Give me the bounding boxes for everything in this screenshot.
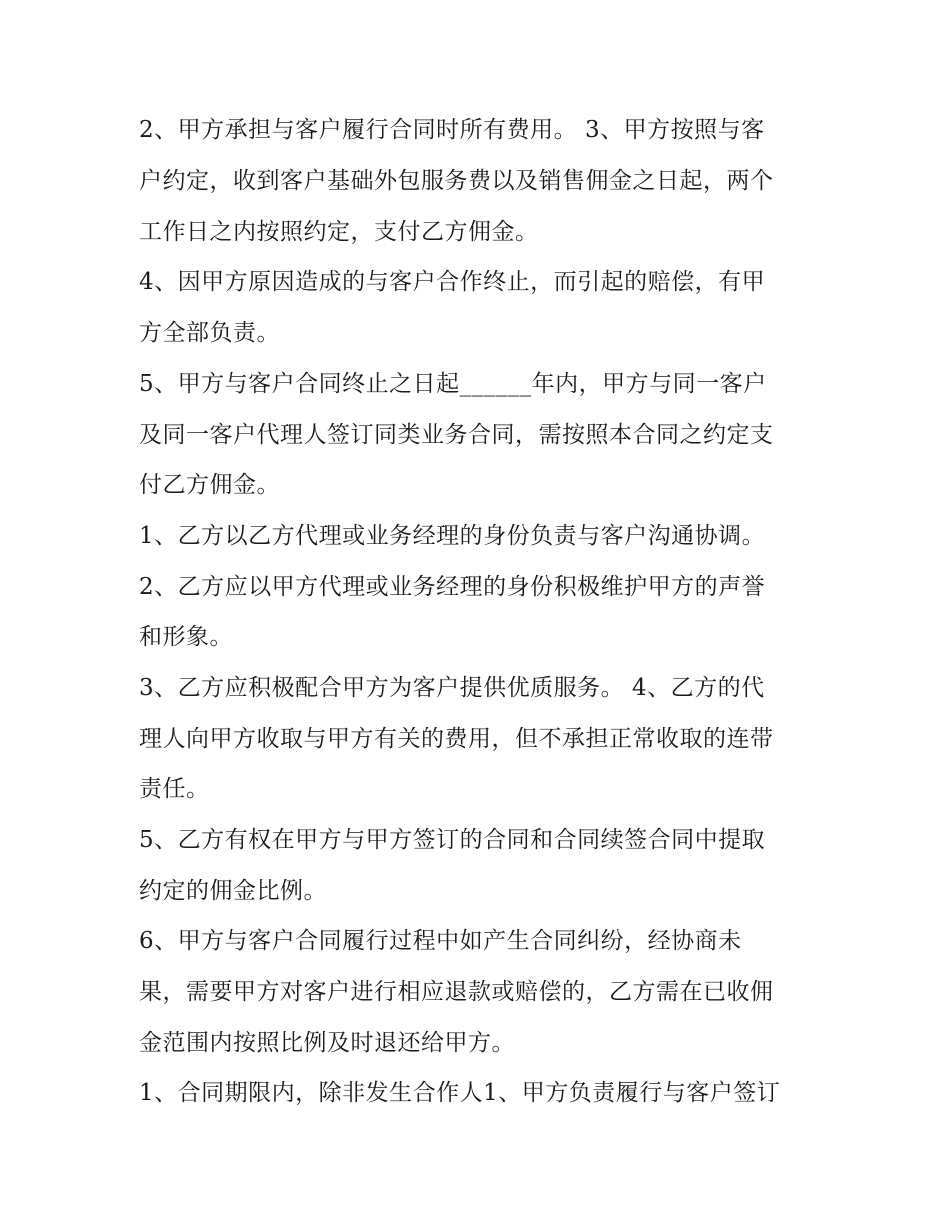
text-line: 理人向甲方收取与甲方有关的费用，但不承担正常收取的连带 — [139, 726, 774, 752]
text-line: 2、甲方承担与客户履行合同时所有费用。 3、甲方按照与客 — [139, 117, 765, 143]
text-line: 工作日之内按照约定，支付乙方佣金。 — [139, 219, 539, 245]
text-line: 2、乙方应以甲方代理或业务经理的身份积极维护甲方的声誉 — [139, 574, 766, 600]
text-line: 果，需要甲方对客户进行相应退款或赔偿的，乙方需在已收佣 — [139, 979, 774, 1005]
text-line: 1、合同期限内，除非发生合作人1、甲方负责履行与客户签订 — [139, 1080, 781, 1106]
text-line: 付乙方佣金。 — [139, 472, 280, 498]
text-line: 约定的佣金比例。 — [139, 878, 327, 904]
text-line: 及同一客户代理人签订同类业务合同，需按照本合同之约定支 — [139, 422, 774, 448]
text-line: 5、乙方有权在甲方与甲方签订的合同和合同续签合同中提取 — [139, 827, 766, 853]
text-line: 户约定，收到客户基础外包服务费以及销售佣金之日起，两个 — [139, 168, 774, 194]
text-line: 和形象。 — [139, 624, 233, 650]
text-line: 4、因甲方原因造成的与客户合作终止，而引起的赔偿，有甲 — [139, 269, 766, 295]
text-line: 3、乙方应积极配合甲方为客户提供优质服务。 4、乙方的代 — [139, 675, 765, 701]
text-line: 6、甲方与客户合同履行过程中如产生合同纠纷，经协商未 — [139, 928, 742, 954]
text-line: 责任。 — [139, 776, 210, 802]
text-line: 方全部负责。 — [139, 320, 280, 346]
text-line: 5、甲方与客户合同终止之日起______年内，甲方与同一客户 — [139, 371, 767, 397]
text-line: 1、乙方以乙方代理或业务经理的身份负责与客户沟通协调。 — [139, 523, 766, 549]
text-line: 金范围内按照比例及时退还给甲方。 — [139, 1030, 515, 1056]
